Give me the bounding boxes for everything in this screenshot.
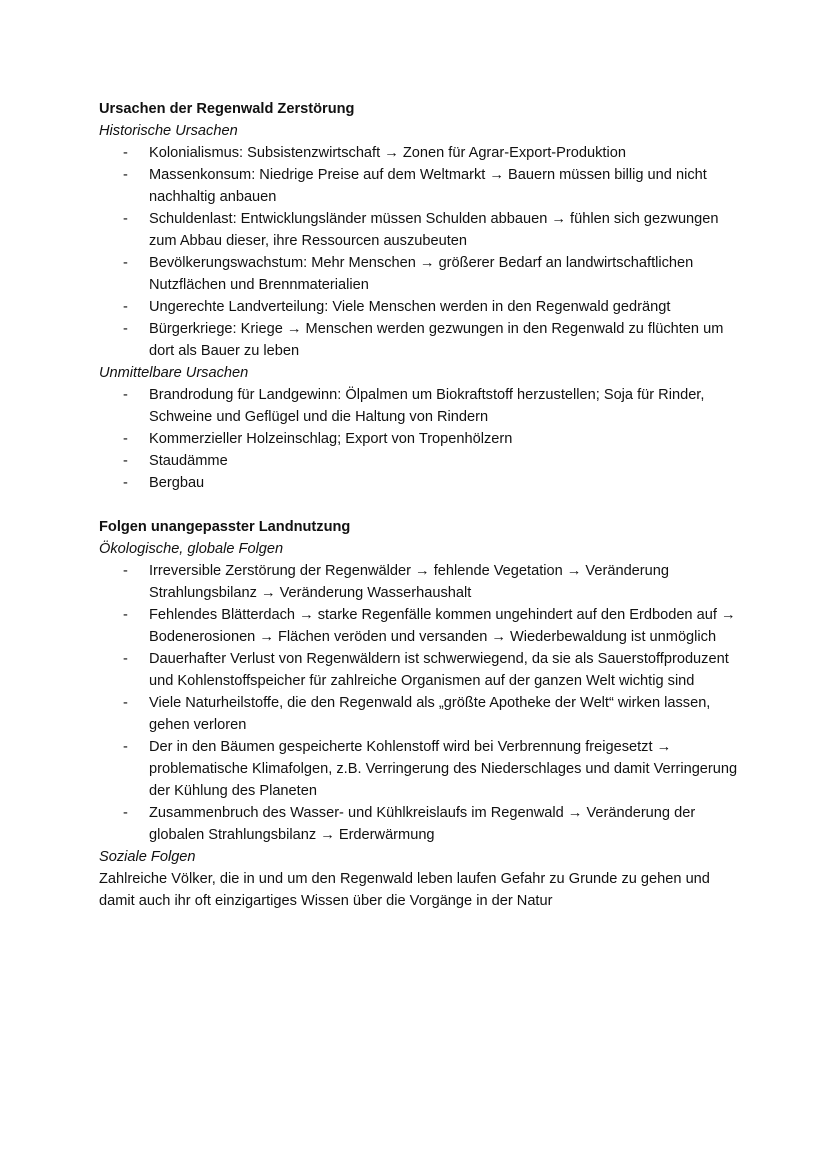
list-item-text: Viele Naturheilstoffe, die den Regenwald als „größte Apotheke der Welt“ wirken lassen, gehen verloren (149, 695, 711, 733)
subtitle-historische-ursachen: Historische Ursachen (99, 123, 238, 139)
list-unmittelbare-ursachen (99, 384, 739, 494)
subtitle-unmittelbare-ursachen: Unmittelbare Ursachen (99, 365, 249, 381)
section-spacer (99, 494, 739, 516)
list-item-text: Fehlendes Blätterdach → starke Regenfälle kommen ungehindert auf den Erdboden auf → Bodenerosionen → Flächen veröden und versanden → Wiederbewaldung ist unmöglich (149, 607, 736, 645)
list-item-text: Staudämme (149, 453, 228, 469)
document-page (99, 98, 739, 912)
bullet-dash: - (123, 563, 128, 579)
list-item (99, 296, 739, 318)
bullet-dash: - (123, 805, 128, 821)
bullet-dash: - (123, 145, 128, 161)
subtitle-soziale-folgen: Soziale Folgen (99, 849, 196, 865)
bullet-dash: - (123, 453, 128, 469)
list-item (99, 560, 739, 604)
list-item-text: Dauerhafter Verlust von Regenwäldern ist schwerwiegend, da sie als Sauerstoffproduzent und Kohlenstoffspeicher für zahlreiche Organismen auf der ganzen Welt wichtig sind (149, 651, 729, 689)
list-item-text: Ungerechte Landverteilung: Viele Menschen werden in den Regenwald gedrängt (149, 299, 671, 315)
list-item (99, 164, 739, 208)
list-item (99, 604, 739, 648)
list-item-text: Massenkonsum: Niedrige Preise auf dem Weltmarkt → Bauern müssen billig und nicht nachhaltig anbauen (149, 167, 707, 205)
section-title-folgen: Folgen unangepasster Landnutzung (99, 519, 351, 535)
bullet-dash: - (123, 167, 128, 183)
bullet-dash: - (123, 211, 128, 227)
bullet-dash: - (123, 387, 128, 403)
paragraph-soziale-folgen: Zahlreiche Völker, die in und um den Regenwald leben laufen Gefahr zu Grunde zu gehen und damit auch ihr oft einzigartiges Wissen über die Vorgänge in der Natur (99, 871, 710, 909)
list-item-text: Schuldenlast: Entwicklungsländer müssen Schulden abbauen → fühlen sich gezwungen zum Abbau dieser, ihre Ressourcen auszubeuten (149, 211, 719, 249)
list-item-text: Kommerzieller Holzeinschlag; Export von Tropenhölzern (149, 431, 513, 447)
bullet-dash: - (123, 739, 128, 755)
bullet-dash: - (123, 695, 128, 711)
list-item-text: Bergbau (149, 475, 205, 491)
list-item-text: Bürgerkriege: Kriege → Menschen werden gezwungen in den Regenwald zu flüchten um dort als Bauer zu leben (149, 321, 724, 359)
bullet-dash: - (123, 475, 128, 491)
list-item-text: Der in den Bäumen gespeicherte Kohlenstoff wird bei Verbrennung freigesetzt → problematische Klimafolgen, z.B. Verringerung des Niederschlages und damit Verringerung der Kühlung des Planeten (149, 739, 738, 799)
list-item-text: Irreversible Zerstörung der Regenwälder → fehlende Vegetation → Veränderung Strahlungsbilanz → Veränderung Wasserhaushalt (149, 563, 670, 601)
list-item (99, 692, 739, 736)
section-title-ursachen: Ursachen der Regenwald Zerstörung (99, 101, 355, 117)
list-oekologische-folgen (99, 560, 739, 846)
bullet-dash: - (123, 607, 128, 623)
list-item-text: Kolonialismus: Subsistenzwirtschaft → Zonen für Agrar-Export-Produktion (149, 145, 626, 161)
list-item (99, 428, 739, 450)
list-item (99, 472, 739, 494)
list-item (99, 384, 739, 428)
subtitle-oekologische-folgen: Ökologische, globale Folgen (99, 541, 284, 557)
list-item (99, 252, 739, 296)
list-historische-ursachen (99, 142, 739, 362)
bullet-dash: - (123, 651, 128, 667)
bullet-dash: - (123, 431, 128, 447)
bullet-dash: - (123, 299, 128, 315)
list-item (99, 736, 739, 802)
bullet-dash: - (123, 255, 128, 271)
list-item (99, 142, 739, 164)
list-item (99, 648, 739, 692)
list-item (99, 208, 739, 252)
list-item (99, 318, 739, 362)
bullet-dash: - (123, 321, 128, 337)
list-item-text: Brandrodung für Landgewinn: Ölpalmen um Biokraftstoff herzustellen; Soja für Rinder, Schweine und Geflügel und die Haltung von Rindern (149, 387, 705, 425)
list-item (99, 802, 739, 846)
list-item (99, 450, 739, 472)
list-item-text: Bevölkerungswachstum: Mehr Menschen → größerer Bedarf an landwirtschaftlichen Nutzflächen und Brennmaterialien (149, 255, 694, 293)
list-item-text: Zusammenbruch des Wasser- und Kühlkreislaufs im Regenwald → Veränderung der globalen Strahlungsbilanz → Erderwärmung (149, 805, 696, 843)
